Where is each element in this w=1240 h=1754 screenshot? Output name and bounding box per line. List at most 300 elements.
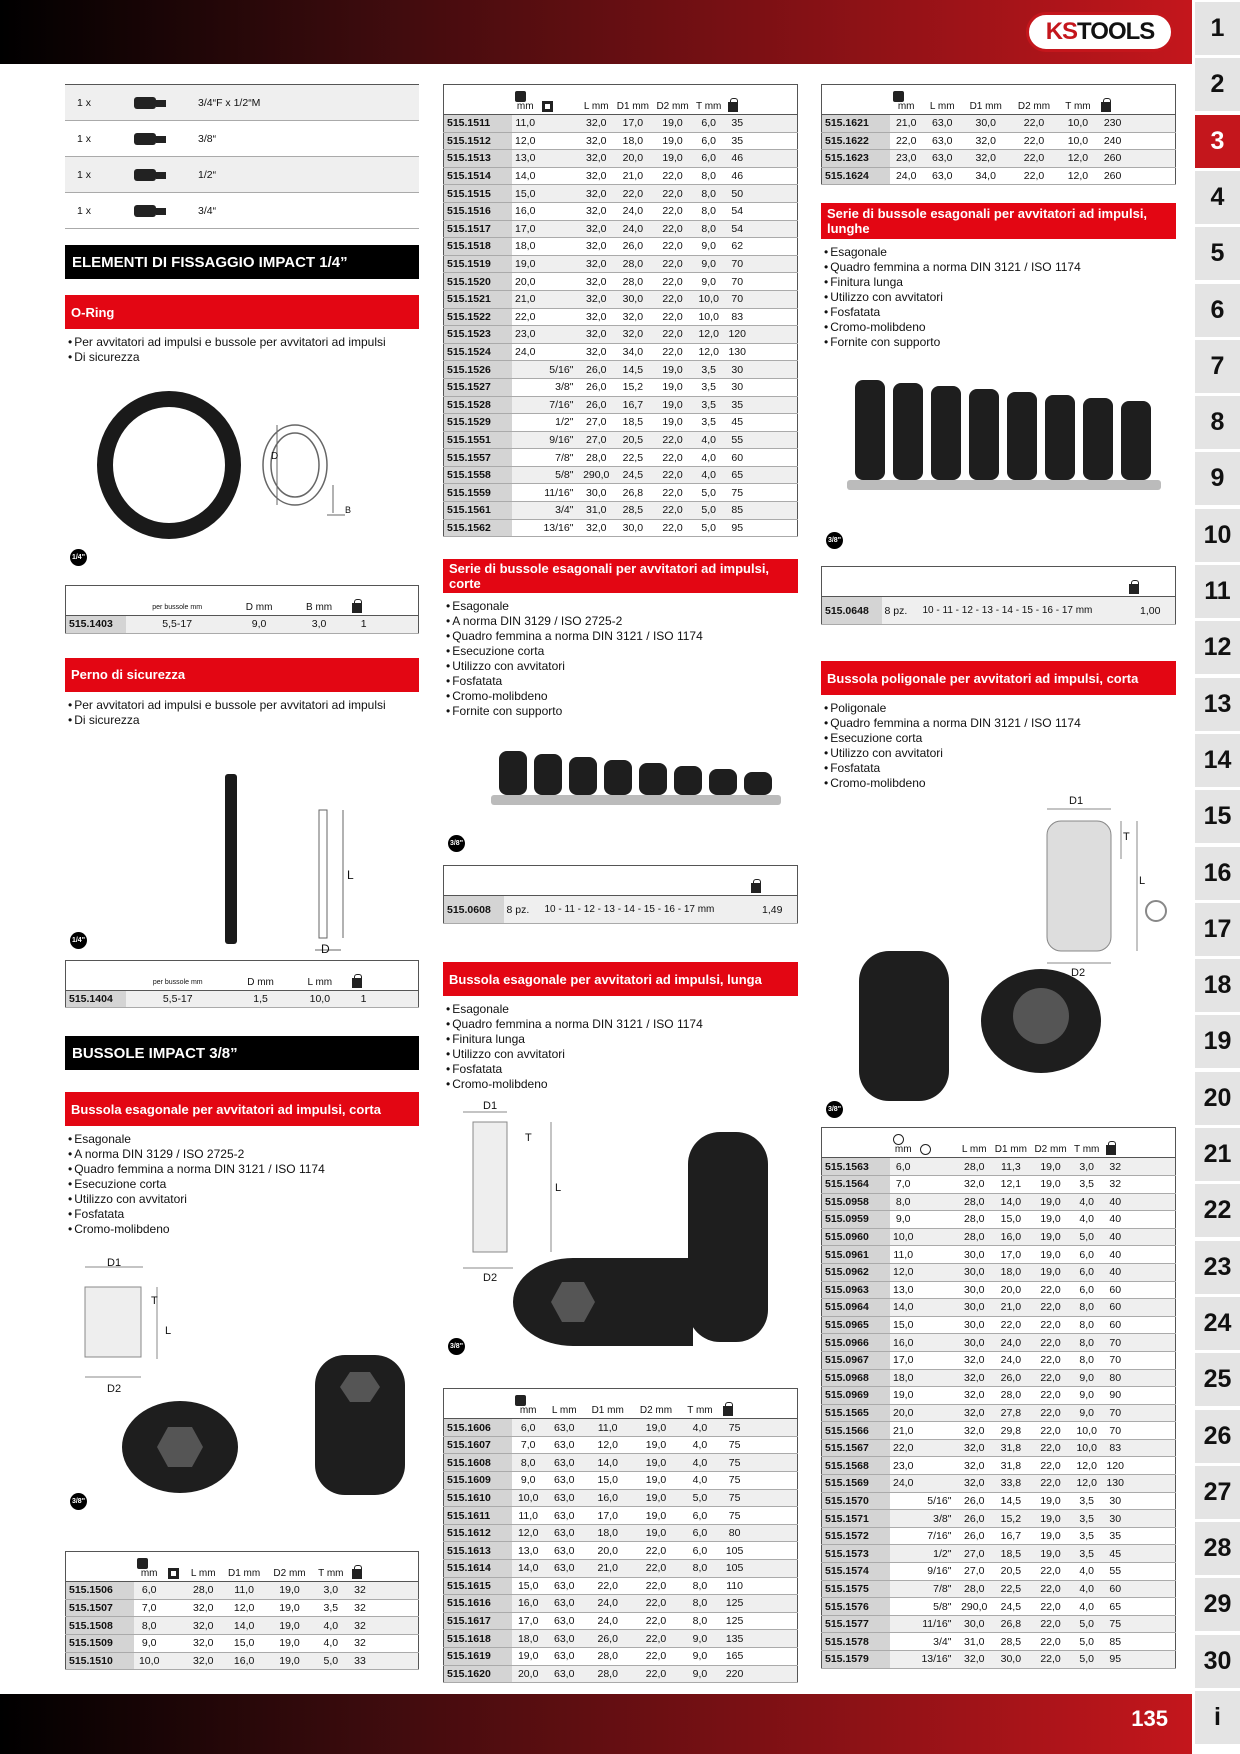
article-code: 515.1529 — [444, 414, 512, 432]
cell: 26,8 — [613, 484, 653, 502]
cell — [1128, 1175, 1176, 1193]
cell: 9,0 — [1070, 1369, 1103, 1387]
cell: 32 — [1103, 1158, 1128, 1176]
cell: 28,0 — [579, 449, 613, 467]
cell — [750, 1612, 798, 1630]
cell — [512, 484, 539, 502]
cell: 5,0 — [1070, 1228, 1103, 1246]
cell: 32,0 — [579, 519, 613, 537]
cell: 31,8 — [991, 1457, 1031, 1475]
bullet-item: • Per avvitatori ad impulsi e bussole per avvitatori ad impulsi — [65, 335, 419, 350]
cell: 40 — [1103, 1211, 1128, 1229]
cell — [539, 132, 580, 150]
cell: 31,0 — [579, 502, 613, 520]
table-row — [822, 1281, 1176, 1299]
cell: 21,0 — [512, 290, 539, 308]
cell — [917, 1316, 958, 1334]
cell: 3,5 — [1070, 1175, 1103, 1193]
kit-qty: 1 x — [65, 193, 125, 229]
bullet-item: • Esagonale — [443, 599, 798, 614]
cell: 63,0 — [545, 1524, 584, 1542]
set-long-figure — [821, 350, 1176, 556]
tab-25[interactable]: 25 — [1195, 1353, 1240, 1406]
article-code: 515.1521 — [444, 290, 512, 308]
table-row — [822, 1334, 1176, 1352]
cell: 22,0 — [653, 202, 693, 220]
cell: 19,0 — [1031, 1193, 1071, 1211]
kit-desc: 1/2“ — [195, 157, 419, 193]
cell — [1128, 1316, 1176, 1334]
cell: 60 — [1103, 1316, 1128, 1334]
cell: 260 — [1098, 167, 1128, 185]
oring-table — [65, 585, 419, 634]
cell — [539, 167, 580, 185]
cell: 12,0 — [692, 326, 725, 344]
tab-12[interactable]: 12 — [1195, 621, 1240, 674]
cell: 9,0 — [692, 238, 725, 256]
cell: 14,0 — [890, 1299, 917, 1317]
tab-28[interactable]: 28 — [1195, 1522, 1240, 1575]
cell: 14,0 — [512, 1560, 545, 1578]
table-row — [444, 1665, 798, 1683]
cell: 19,0 — [632, 1489, 680, 1507]
cell: 9,0 — [890, 1211, 917, 1229]
cell: 290,0 — [957, 1598, 991, 1616]
bullet-item: • Esagonale — [821, 245, 1176, 260]
cell: 19,0 — [653, 150, 693, 168]
cell: 19,0 — [1031, 1175, 1071, 1193]
cell: 60 — [1103, 1299, 1128, 1317]
poly-socket-bullets — [821, 701, 1176, 791]
cell: 23,0 — [512, 326, 539, 344]
table-row — [444, 1454, 798, 1472]
cell: 24,0 — [991, 1334, 1031, 1352]
cell: 22,0 — [653, 343, 693, 361]
cell: 4,0 — [1070, 1598, 1103, 1616]
pin-table — [65, 960, 419, 1009]
cell: 4,0 — [1070, 1193, 1103, 1211]
cell: 19,0 — [890, 1387, 917, 1405]
cell: 22,0 — [1031, 1422, 1071, 1440]
pin-dim-d: D — [321, 941, 330, 956]
long-socket-bullets — [443, 1002, 798, 1092]
tab-9[interactable]: 9 — [1195, 452, 1240, 505]
cell: 22,0 — [653, 290, 693, 308]
cell: 83 — [725, 308, 750, 326]
tab-14[interactable]: 14 — [1195, 734, 1240, 787]
article-code: 515.1574 — [822, 1563, 890, 1581]
weight-icon — [723, 1406, 733, 1416]
article-code: 515.1613 — [444, 1542, 512, 1560]
cell — [890, 1563, 917, 1581]
article-code: 515.0608 — [444, 896, 504, 924]
cell: 9,0 — [1070, 1387, 1103, 1405]
kit-qty: 1 x — [65, 121, 125, 157]
table-row — [66, 1634, 419, 1652]
cell: 32 — [1103, 1175, 1128, 1193]
cell: 8 pz. — [504, 896, 542, 924]
table-row — [444, 1436, 798, 1454]
article-code: 515.0959 — [822, 1211, 890, 1229]
article-code: 515.1617 — [444, 1612, 512, 1630]
cell: 8,0 — [692, 220, 725, 238]
cell: 9,0 — [680, 1647, 720, 1665]
bullet-item: • A norma DIN 3129 / ISO 2725-2 — [443, 614, 798, 629]
cell: 4,0 — [1070, 1580, 1103, 1598]
cell: 19,0 — [267, 1617, 312, 1635]
cell: 9,0 — [229, 616, 290, 634]
cell — [1128, 1369, 1176, 1387]
bullet-item: • Cromo-molibdeno — [443, 689, 798, 704]
cell: 22,0 — [1031, 1281, 1071, 1299]
poly-size-badge: 3/8" — [826, 1101, 843, 1118]
cell — [917, 1351, 958, 1369]
table-row — [822, 1492, 1176, 1510]
bullet-item: • Quadro femmina a norma DIN 3121 / ISO 1174 — [821, 260, 1176, 275]
set-long-image — [821, 350, 1176, 530]
cell — [371, 1634, 419, 1652]
cell: 60 — [1103, 1580, 1128, 1598]
cell: 28,0 — [584, 1647, 632, 1665]
cell: 33 — [349, 1652, 370, 1670]
cell — [917, 1246, 958, 1264]
bullet-item: • Fosfatata — [443, 674, 798, 689]
cell: 46 — [725, 150, 750, 168]
tab-5[interactable]: 5 — [1195, 227, 1240, 280]
table-row — [444, 1647, 798, 1665]
cell: 32 — [349, 1634, 370, 1652]
cell: 4,0 — [680, 1419, 720, 1437]
cell: 4,0 — [1070, 1563, 1103, 1581]
cell: 85 — [1103, 1633, 1128, 1651]
tab-3[interactable]: 3 — [1195, 115, 1240, 168]
article-code: 515.1526 — [444, 361, 512, 379]
footer-bar — [0, 1694, 1192, 1754]
cell: 5,0 — [312, 1652, 349, 1670]
cell: 130 — [1103, 1475, 1128, 1493]
cell: 22,0 — [1031, 1563, 1071, 1581]
table-row — [444, 466, 798, 484]
cell: 22,0 — [1031, 1299, 1071, 1317]
tab-20[interactable]: 20 — [1195, 1072, 1240, 1125]
article-code: 515.0960 — [822, 1228, 890, 1246]
article-code: 515.1565 — [822, 1404, 890, 1422]
cell: 19,0 — [1031, 1492, 1071, 1510]
cell: 32,0 — [579, 115, 613, 133]
cell: 9,0 — [134, 1634, 165, 1652]
cell — [750, 1454, 798, 1472]
set-long-bullets — [821, 245, 1176, 350]
tab-21[interactable]: 21 — [1195, 1128, 1240, 1181]
bullet-item: • Fosfatata — [821, 305, 1176, 320]
cell: 22,0 — [632, 1542, 680, 1560]
header-col: D1 mm — [221, 1552, 266, 1582]
cell: 10,0 — [134, 1652, 165, 1670]
cell: 17,0 — [613, 115, 653, 133]
cell: 4,0 — [680, 1472, 720, 1490]
cell — [750, 484, 798, 502]
cell — [371, 1599, 419, 1617]
cell: 40 — [1103, 1246, 1128, 1264]
tab-19[interactable]: 19 — [1195, 1015, 1240, 1068]
cell: 19,0 — [653, 115, 693, 133]
kit-row — [65, 157, 419, 193]
table-row — [444, 1472, 798, 1490]
tab-11[interactable]: 11 — [1195, 565, 1240, 618]
table-row — [444, 484, 798, 502]
tab-27[interactable]: 27 — [1195, 1466, 1240, 1519]
tab-23[interactable]: 23 — [1195, 1241, 1240, 1294]
tab-2[interactable]: 2 — [1195, 58, 1240, 111]
cell: 5/16" — [917, 1492, 958, 1510]
weight-icon — [352, 1569, 362, 1579]
cell: 28,0 — [185, 1582, 221, 1600]
cell: 35 — [725, 396, 750, 414]
cell: 75 — [1103, 1615, 1128, 1633]
cell — [1128, 1615, 1176, 1633]
cell — [1128, 132, 1176, 150]
cell — [750, 1595, 798, 1613]
cell — [890, 1527, 917, 1545]
cell: 22,0 — [1031, 1457, 1071, 1475]
kit-desc: 3/8“ — [195, 121, 419, 157]
cell: 21,0 — [991, 1299, 1031, 1317]
cell: 1 — [349, 990, 379, 1008]
cell: 6,0 — [680, 1542, 720, 1560]
cell: 28,0 — [957, 1580, 991, 1598]
cell: 20,5 — [991, 1563, 1031, 1581]
article-code: 515.1573 — [822, 1545, 890, 1563]
set-long-title: Serie di bussole esagonali per avvitatori ad impulsi, lunghe — [821, 203, 1176, 239]
weight-icon — [352, 603, 362, 613]
cell — [917, 1158, 958, 1176]
cell: 32,0 — [579, 132, 613, 150]
tab-24[interactable]: 24 — [1195, 1297, 1240, 1350]
cell: 5,0 — [1070, 1615, 1103, 1633]
cell: 22,0 — [1010, 115, 1058, 133]
cell: 32,0 — [579, 273, 613, 291]
cell — [890, 1545, 917, 1563]
article-code: 515.1523 — [444, 326, 512, 344]
cell: 30,0 — [579, 484, 613, 502]
tab-4[interactable]: 4 — [1195, 171, 1240, 224]
cell: 22,0 — [1010, 167, 1058, 185]
cell: 3,5 — [1070, 1510, 1103, 1528]
cell: 21,0 — [890, 115, 923, 133]
cell — [917, 1422, 958, 1440]
cell: 32,0 — [613, 326, 653, 344]
cell: 22,0 — [653, 238, 693, 256]
tab-7[interactable]: 7 — [1195, 340, 1240, 393]
cell: 62 — [725, 238, 750, 256]
header-col: D1 mm — [991, 1128, 1031, 1158]
cell: 17,0 — [512, 220, 539, 238]
table-row — [822, 1299, 1176, 1317]
bullet-item: • Cromo-molibdeno — [821, 320, 1176, 335]
cell: 9,0 — [1070, 1404, 1103, 1422]
cell: 1,49 — [748, 896, 798, 924]
cell: 75 — [720, 1507, 750, 1525]
chapter-tabs — [1192, 0, 1240, 1754]
table-row — [822, 597, 1176, 625]
weight-icon — [1101, 102, 1111, 112]
dim-l: L — [1139, 875, 1146, 888]
cell: 28,0 — [957, 1228, 991, 1246]
cell: 16,0 — [512, 1595, 545, 1613]
cell: 220 — [720, 1665, 750, 1683]
cell: 19,0 — [632, 1472, 680, 1490]
table-row — [822, 1633, 1176, 1651]
cell: 12,0 — [221, 1599, 266, 1617]
cell — [512, 396, 539, 414]
tab-30[interactable]: 30 — [1195, 1635, 1240, 1688]
cell: 22,0 — [1031, 1351, 1071, 1369]
bullet-item: • Esecuzione corta — [821, 731, 1176, 746]
table-row — [822, 1651, 1176, 1669]
bullet-item: • Fosfatata — [443, 1062, 798, 1077]
cell: 9,0 — [692, 273, 725, 291]
tab-15[interactable]: 15 — [1195, 790, 1240, 843]
pin-image — [65, 728, 419, 956]
oring-size-badge: 1/4" — [70, 549, 87, 566]
table-row — [444, 238, 798, 256]
cell: 35 — [1103, 1527, 1128, 1545]
article-code: 515.1519 — [444, 255, 512, 273]
cell: 32,0 — [957, 1175, 991, 1193]
cell: 12,1 — [991, 1175, 1031, 1193]
cell: 27,0 — [579, 414, 613, 432]
cell: 19,0 — [267, 1652, 312, 1670]
cell: 32,0 — [579, 238, 613, 256]
cell: 32 — [349, 1599, 370, 1617]
set-short-size-badge: 3/8" — [448, 835, 465, 852]
cell: 32,0 — [579, 202, 613, 220]
cell: 22,0 — [1031, 1651, 1071, 1669]
cell: 40 — [1103, 1228, 1128, 1246]
cell: 13/16" — [539, 519, 580, 537]
cell: 24,0 — [512, 343, 539, 361]
table-row — [444, 396, 798, 414]
kit-qty: 1 x — [65, 157, 125, 193]
header-col: D2 mm — [1031, 1128, 1071, 1158]
cell: 18,0 — [991, 1263, 1031, 1281]
cell: 13,0 — [512, 1542, 545, 1560]
cell: 10,0 — [1058, 115, 1098, 133]
tab-13[interactable]: 13 — [1195, 678, 1240, 731]
cell: 19,0 — [632, 1454, 680, 1472]
cell: 13/16" — [917, 1651, 958, 1669]
cell — [371, 1582, 419, 1600]
header-col: D2 mm — [632, 1389, 680, 1419]
tab-6[interactable]: 6 — [1195, 284, 1240, 337]
cell: 16,0 — [584, 1489, 632, 1507]
cell: 26,0 — [991, 1369, 1031, 1387]
tab-29[interactable]: 29 — [1195, 1578, 1240, 1631]
cell — [512, 449, 539, 467]
header-col: T mm — [1058, 85, 1098, 115]
cell: 4,0 — [680, 1436, 720, 1454]
cell: 10,0 — [1058, 132, 1098, 150]
cell: 22,0 — [512, 308, 539, 326]
cell: 18,0 — [613, 132, 653, 150]
cell: 125 — [720, 1595, 750, 1613]
table-row — [444, 290, 798, 308]
article-code: 515.1558 — [444, 466, 512, 484]
cell — [750, 290, 798, 308]
long-socket-title: Bussola esagonale per avvitatori ad impulsi, lunga — [443, 962, 798, 996]
cell: 4,0 — [312, 1617, 349, 1635]
cell: 12,0 — [1070, 1457, 1103, 1475]
cell: 32,0 — [579, 343, 613, 361]
table-row — [444, 1612, 798, 1630]
tab-17[interactable]: 17 — [1195, 903, 1240, 956]
article-code: 515.1566 — [822, 1422, 890, 1440]
cell: 63,0 — [923, 150, 962, 168]
tab-1[interactable]: 1 — [1195, 2, 1240, 55]
cell: 20,5 — [613, 431, 653, 449]
cell: 12,0 — [512, 1524, 545, 1542]
cell: 13,0 — [890, 1281, 917, 1299]
cell: 40 — [1103, 1263, 1128, 1281]
cell: 30,0 — [957, 1334, 991, 1352]
cell: 26,0 — [579, 378, 613, 396]
weight-icon — [352, 978, 362, 988]
article-code: 515.1527 — [444, 378, 512, 396]
tab-i[interactable]: i — [1195, 1691, 1240, 1744]
kit-desc: 3/4“F x 1/2“M — [195, 85, 419, 121]
table-row — [822, 1598, 1176, 1616]
cell: 12,0 — [1058, 150, 1098, 168]
bullet-item: • Quadro femmina a norma DIN 3121 / ISO 1174 — [65, 1162, 419, 1177]
tab-22[interactable]: 22 — [1195, 1184, 1240, 1237]
table-row — [444, 150, 798, 168]
cell: 60 — [725, 449, 750, 467]
tab-8[interactable]: 8 — [1195, 396, 1240, 449]
cell — [750, 414, 798, 432]
cell: 12,0 — [584, 1436, 632, 1454]
cell — [750, 308, 798, 326]
cell — [750, 343, 798, 361]
cell: 16,7 — [613, 396, 653, 414]
cell: 30 — [725, 361, 750, 379]
cell — [750, 273, 798, 291]
table-row — [822, 1263, 1176, 1281]
bullet-item: • A norma DIN 3129 / ISO 2725-2 — [65, 1147, 419, 1162]
article-code: 515.1404 — [66, 990, 126, 1008]
cell: 3,5 — [692, 378, 725, 396]
tab-10[interactable]: 10 — [1195, 509, 1240, 562]
cell: 32,0 — [185, 1652, 221, 1670]
tab-16[interactable]: 16 — [1195, 847, 1240, 900]
dim-d1: D1 — [483, 1100, 498, 1113]
cell: 3,5 — [1070, 1492, 1103, 1510]
cell — [750, 202, 798, 220]
cell: 30,0 — [613, 290, 653, 308]
cell: 105 — [720, 1542, 750, 1560]
set-long-table — [821, 566, 1176, 625]
cell: 8 pz. — [882, 597, 920, 625]
cell — [890, 1651, 917, 1669]
cell: 22,0 — [653, 308, 693, 326]
tab-18[interactable]: 18 — [1195, 959, 1240, 1012]
cell: 28,0 — [957, 1193, 991, 1211]
table-row — [822, 1475, 1176, 1493]
tab-26[interactable]: 26 — [1195, 1410, 1240, 1463]
cell: 30,0 — [957, 1281, 991, 1299]
cell: 32,0 — [957, 1351, 991, 1369]
short-socket-bullets — [65, 1132, 419, 1237]
cell — [1128, 1351, 1176, 1369]
